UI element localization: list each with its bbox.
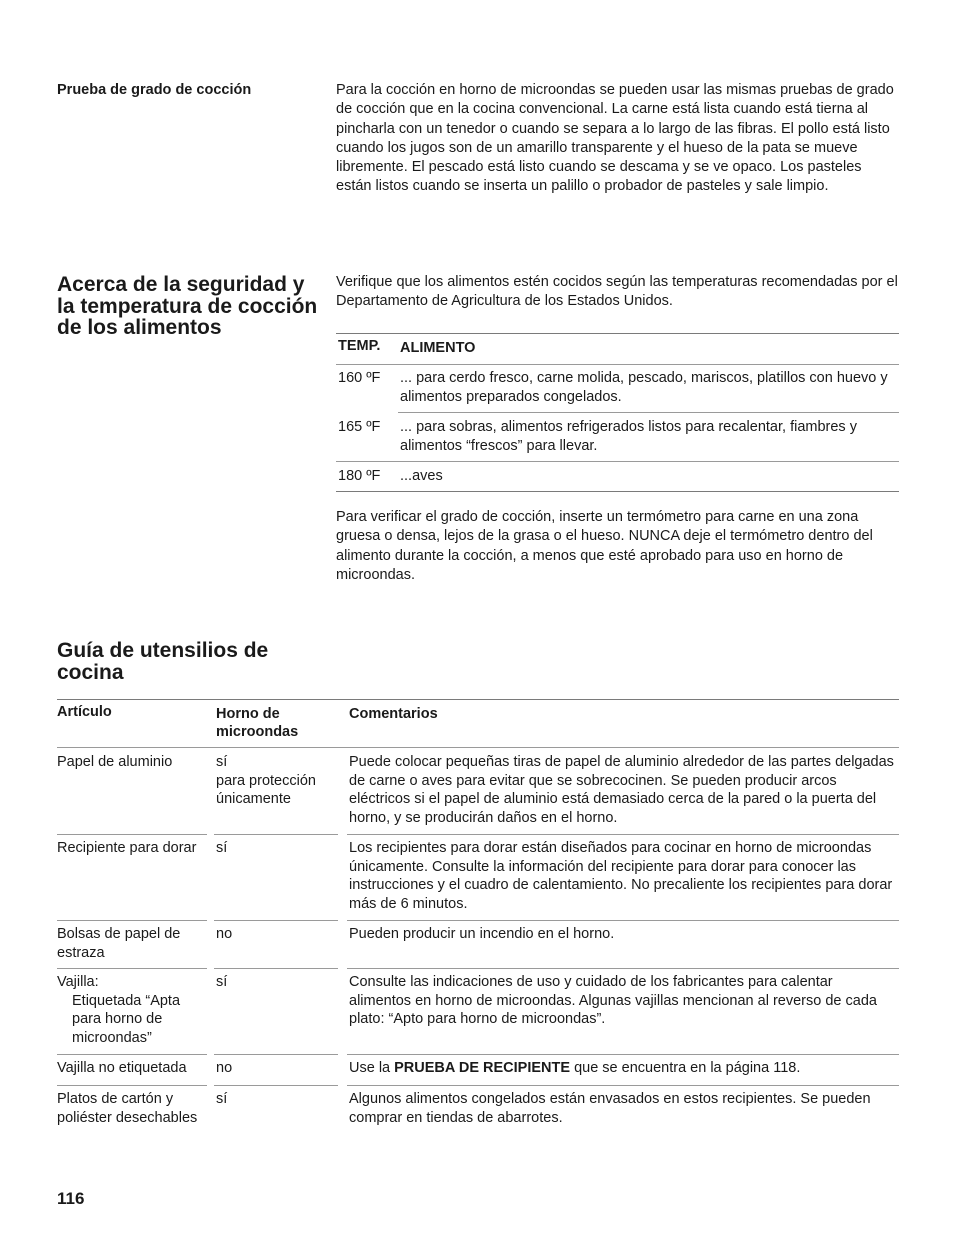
oven-header: Horno de microondas	[216, 706, 299, 740]
row-rule	[214, 834, 338, 835]
comments-cell: Pueden producir un incendio en el horno.	[349, 926, 615, 942]
comments-cell: Algunos alimentos congelados están envasados en estos recipientes. Se pueden comprar en tiendas de abarrotes.	[349, 1091, 871, 1126]
oven-cell	[216, 753, 336, 809]
oven-note: para protección únicamente	[216, 772, 316, 808]
oven-cell: sí	[216, 974, 228, 990]
row-rule	[214, 1085, 338, 1086]
row-rule	[347, 920, 899, 921]
comments-text: Use la	[349, 1060, 395, 1076]
item-subvalue: Etiquetada “Apta para horno de microondas”	[72, 992, 181, 1046]
comments-cell	[349, 1059, 897, 1078]
doneness-label: Prueba de grado de cocción	[57, 82, 252, 98]
temp-header: TEMP.	[338, 338, 381, 354]
item-cell: Bolsas de papel de estraza	[57, 926, 181, 961]
food-cell: ... para sobras, alimentos refrigerados listos para recalentar, fiambres y alimentos “frescos” para llevar.	[400, 419, 857, 454]
row-rule	[347, 1054, 899, 1055]
food-cell: ...aves	[400, 468, 443, 484]
item-cell: Vajilla no etiquetada	[57, 1060, 187, 1076]
temp-cell: 160 ºF	[338, 370, 381, 386]
food-header: ALIMENTO	[400, 340, 476, 356]
thermometer-note: Para verificar el grado de cocción, inserte un termómetro para carne en una zona gruesa o densa, lejos de la grasa o el hueso. NUNCA deje el termómetro dentro del alimento durante la cocción, a menos que esté aprobado para uso en horno de microondas.	[336, 509, 873, 583]
row-rule	[57, 968, 207, 969]
oven-cell: no	[216, 926, 233, 942]
comments-cell: Puede colocar pequeñas tiras de papel de aluminio alrededor de las partes delgadas de carne o aves para evitar que se sobrecocinen. Se pueden producir arcos eléctricos si el papel de aluminio está demasiado cerca de la pared o la puerta del horno, y se producirán daños en el horno.	[349, 754, 894, 826]
temp-cell: 165 ºF	[338, 419, 381, 435]
row-rule	[214, 1054, 338, 1055]
header-rule	[57, 747, 899, 748]
food-cell: ... para cerdo fresco, carne molida, pescado, mariscos, platillos con huevo y alimentos preparados congelados.	[400, 370, 888, 405]
comments-header: Comentarios	[349, 706, 438, 722]
comments-cell: Los recipientes para dorar están diseñados para cocinar en horno de microondas únicamente. Consulte la información del recipiente para dorar para conocer las instrucciones y el cuadro de calentamiento. No precaliente los recipientes para dorar más de 6 minutos.	[349, 840, 893, 912]
oven-cell: sí	[216, 840, 228, 856]
utensils-title: Guía de utensilios de cocina	[57, 639, 269, 684]
item-value: Vajilla:	[57, 974, 99, 990]
oven-cell: sí	[216, 1091, 228, 1107]
item-header: Artículo	[57, 704, 112, 720]
row-rule	[214, 968, 338, 969]
table-bottom-rule	[336, 491, 899, 492]
row-rule	[336, 461, 899, 462]
page-number: 116	[57, 1189, 85, 1208]
table-top-rule	[336, 333, 899, 334]
safety-intro: Verifique que los alimentos estén cocidos según las temperaturas recomendadas por el Departamento de Agricultura de los Estados Unidos.	[336, 274, 898, 310]
doneness-text: Para la cocción en horno de microondas se pueden usar las mismas pruebas de grado de cocción que en la cocina convencional. La carne está lista cuando está tierna al pincharla con un tenedor o cuando se separa a lo largo de las fibras. El pollo está listo cuando los jugos son de un amarillo transparente y el hueso de la pata se mueve libremente. El pescado está listo cuando se descama y se ve opaco. Los pasteles están listos cuando se inserta un palillo o probador de pasteles y sale limpio.	[336, 82, 894, 195]
header-rule	[336, 364, 899, 365]
item-cell	[57, 973, 207, 1047]
table-top-rule	[57, 699, 899, 700]
container-test-ref: PRUEBA DE RECIPIENTE	[394, 1060, 571, 1076]
row-rule	[214, 920, 338, 921]
row-rule	[398, 412, 899, 413]
temp-cell: 180 ºF	[338, 468, 381, 484]
row-rule	[57, 1054, 207, 1055]
row-rule	[347, 834, 899, 835]
item-cell: Papel de aluminio	[57, 754, 173, 770]
item-cell: Platos de cartón y poliéster desechables	[57, 1091, 198, 1126]
safety-title: Acerca de la seguridad y la temperatura de cocción de los alimentos	[57, 273, 318, 339]
oven-value: sí	[216, 754, 228, 770]
comments-text: que se encuentra en la página 118.	[570, 1060, 801, 1076]
row-rule	[57, 834, 207, 835]
item-cell: Recipiente para dorar	[57, 840, 197, 856]
row-rule	[57, 1085, 207, 1086]
row-rule	[57, 920, 207, 921]
row-rule	[347, 968, 899, 969]
row-rule	[347, 1085, 899, 1086]
oven-cell: no	[216, 1060, 233, 1076]
comments-cell: Consulte las indicaciones de uso y cuidado de los fabricantes para calentar alimentos en horno de microondas. Algunas vajillas mencionan al reverso de cada plato: “Apto para horno de microondas”.	[349, 974, 877, 1028]
